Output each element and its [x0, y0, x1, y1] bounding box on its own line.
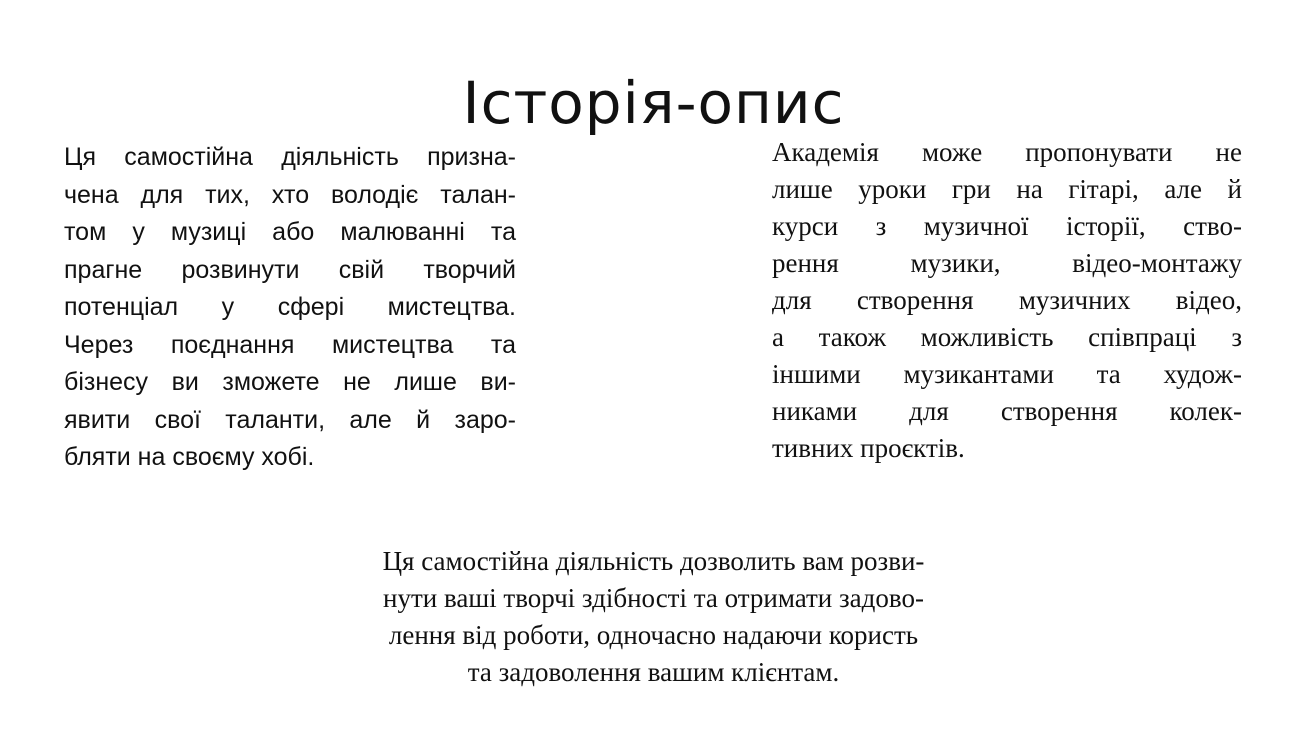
bottom-paragraph	[300, 543, 1007, 691]
paragraph-line: Через поєднання мистецтва та	[64, 330, 516, 359]
paragraph-line: явити свої таланти, але й заро-	[64, 405, 516, 434]
paragraph-line: курси з музичної історії, ство-	[772, 211, 1242, 241]
right-paragraph	[772, 134, 1242, 467]
paragraph-line: прагне розвинути свій творчий	[64, 255, 516, 284]
paragraph-line: том у музиці або малюванні та	[64, 218, 516, 246]
paragraph-line: никами для створення колек-	[772, 396, 1242, 426]
page-title: Історія-опис	[462, 68, 845, 137]
paragraph-line: іншими музикантами та худож-	[772, 359, 1242, 389]
paragraph-line: нути ваші творчі здібності та отримати задово-	[383, 583, 924, 613]
paragraph-line: Ця самостійна діяльність дозволить вам розви-	[382, 546, 925, 576]
paragraph-line: Ця самостійна діяльність призна-	[64, 143, 516, 171]
paragraph-line: лише уроки гри на гітарі, але й	[772, 174, 1242, 204]
paragraph-line: та задоволення вашим клієнтам.	[467, 657, 840, 687]
paragraph-line: Академія може пропонувати не	[772, 137, 1242, 167]
paragraph-line: тивних проєктів.	[772, 433, 965, 463]
paragraph-line: бізнесу ви зможете не лише ви-	[64, 368, 516, 396]
paragraph-line: потенціал у сфері мистецтва.	[64, 293, 516, 321]
paragraph-line: а також можливість співпраці з	[772, 322, 1242, 352]
paragraph-line: чена для тих, хто володіє талан-	[64, 180, 516, 209]
left-paragraph	[64, 139, 516, 477]
paragraph-line: лення від роботи, одночасно надаючи користь	[388, 620, 919, 650]
paragraph-line: бляти на своєму хобі.	[64, 443, 315, 471]
paragraph-line: рення музики, відео-монтажу	[772, 248, 1242, 278]
paragraph-line: для створення музичних відео,	[772, 285, 1242, 315]
